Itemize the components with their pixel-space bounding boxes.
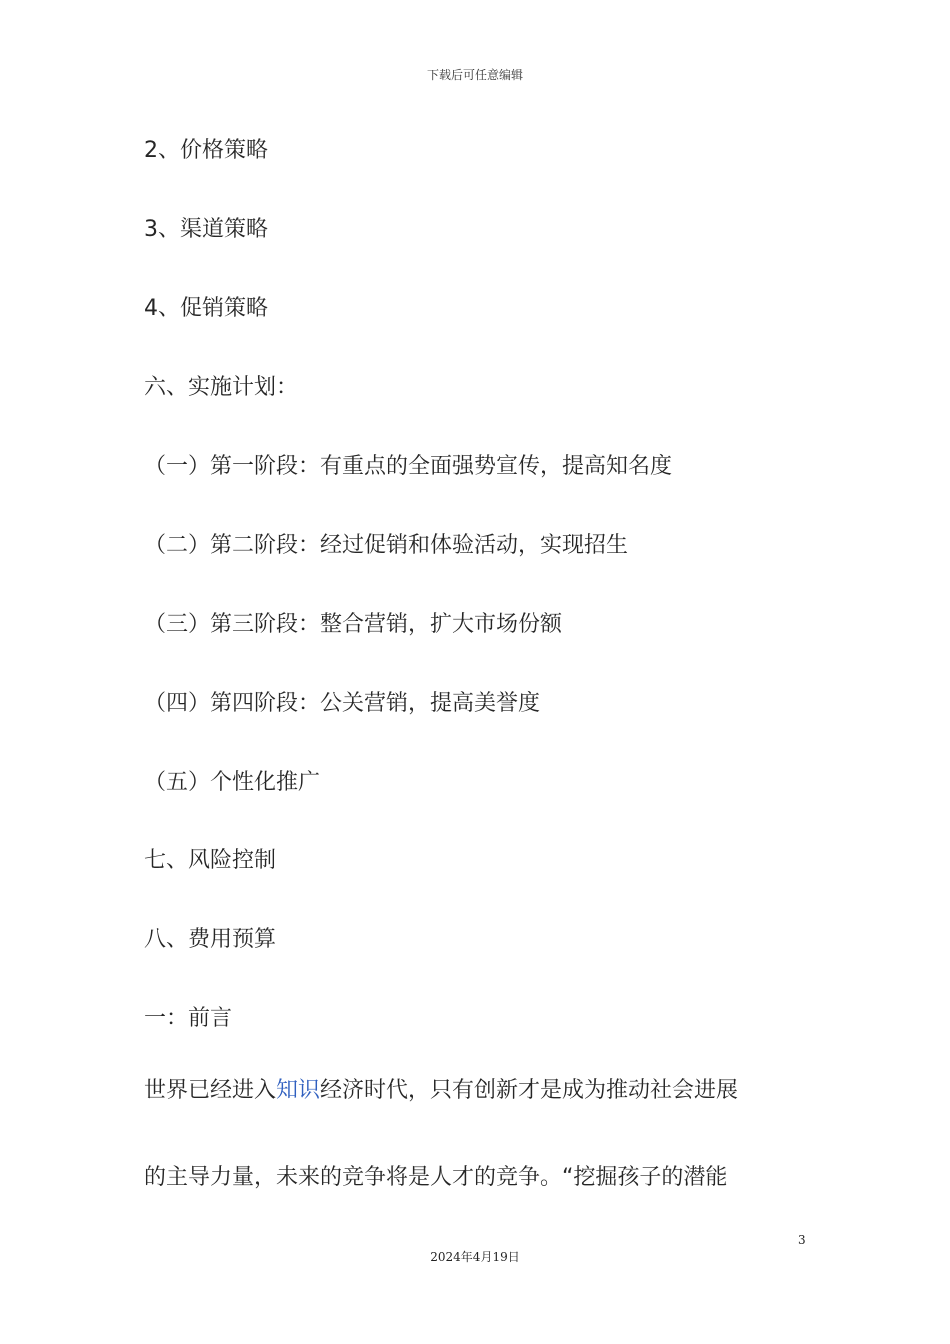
page-header: 下载后可任意编辑 [426, 68, 523, 82]
paragraph-line-2: 的主导力量，未来的竞争将是人才的竞争。“挖掘孩子的潜能 [144, 1165, 728, 1190]
paragraph-line-1 [144, 1076, 738, 1106]
section-heading-preface: 一：前言 [144, 1006, 233, 1031]
knowledge-link[interactable]: 知识 [276, 1078, 321, 1103]
list-item-phase-two: （二）第二阶段：经过促销和体验活动，实现招生 [144, 533, 629, 558]
paragraph-text: 经济时代，只有创新才是成为推动社会进展 [320, 1078, 739, 1103]
paragraph-text: 世界已经进入 [144, 1078, 277, 1103]
list-item-phase-one: （一）第一阶段：有重点的全面强势宣传，提高知名度 [144, 454, 673, 479]
list-item-personalized-promotion: （五）个性化推广 [144, 770, 321, 795]
page-number: 3 [798, 1233, 806, 1247]
section-heading-budget: 八、费用预算 [144, 927, 277, 952]
list-item-phase-three: （三）第三阶段：整合营销，扩大市场份额 [144, 612, 563, 637]
section-heading-risk-control: 七、风险控制 [144, 848, 277, 873]
list-item-phase-four: （四）第四阶段：公关营销，提高美誉度 [144, 691, 541, 716]
list-item-promotion-strategy: 4、促销策略 [144, 296, 268, 321]
footer-date: 2024年4月19日 [430, 1250, 520, 1264]
section-heading-implementation: 六、实施计划： [144, 375, 299, 400]
list-item-channel-strategy: 3、渠道策略 [144, 217, 268, 242]
list-item-price-strategy: 2、价格策略 [144, 138, 268, 163]
